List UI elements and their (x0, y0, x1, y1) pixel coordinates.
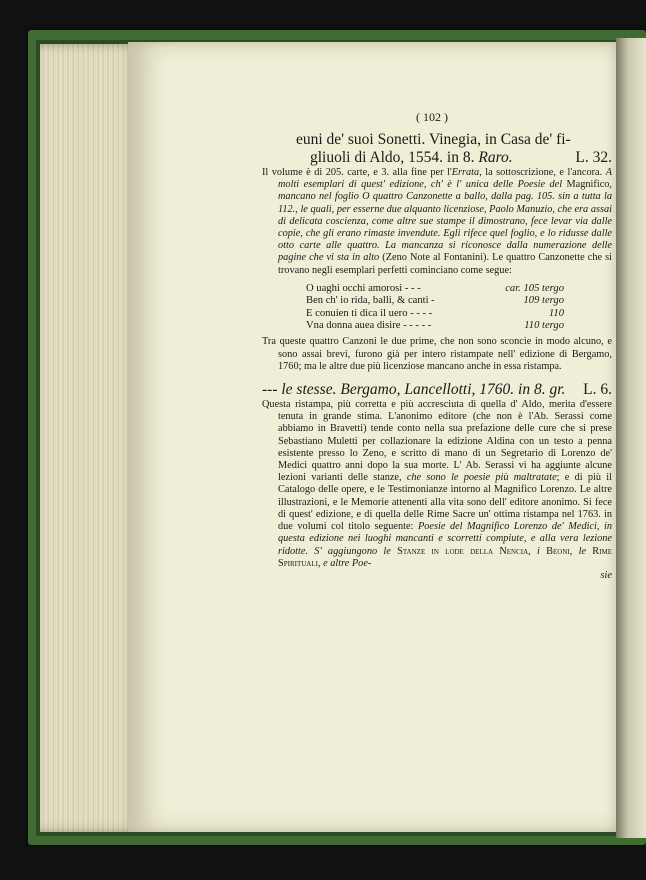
verse-first-line: Ben ch' io rida, balli, & canti - (306, 295, 435, 307)
verse-first-line: E conuien ti dica il uero - - - - (306, 307, 433, 319)
paragraph-1-run: A molti esemplari di quest' edizione, ch' è l' unica delle Poesie del (278, 167, 612, 191)
paragraph-3-run: Poesie del Magnifico Lorenzo de' Medici, in questa edizione nei luoghi mancanti e scorretti compiute, e alla vera lezione ridotte. S' aggiungono le (278, 521, 613, 557)
entry-heading (296, 131, 612, 167)
paragraph-1 (262, 167, 612, 277)
paragraph-3-run: le (578, 545, 587, 557)
paragraph-3-run: Rime Spirituali, (278, 545, 613, 569)
verse-reference: car. 105 tergo (505, 282, 564, 294)
paragraph-3-run: Questa ristampa, più corretta e più accresciuta di quella d' Aldo, merita d'essere tenuta in grande stima. L'anonimo editore (che non è l'Ab. Serassi come abbiamo in Bravetti) tende conto nella sua prefazione delle cure che si prese Sebastiano Muletti per collazionare la edizione Aldina con un testo a penna esistente presso lo Zeno, e scritto di mano di un Segretario di Lorenzo de' Medici quattro anni dopo la sua morte. L' Ab. Serassi vi ha aggiunte alcune lezioni varianti delle stanze, (262, 399, 612, 484)
paragraph-3-run: che sono le poesie più maltratate (406, 472, 557, 484)
entry-2-title: le stesse. Bergamo, Lancellotti, 1760. in 8. gr. (281, 381, 566, 399)
heading-line-2 (296, 149, 612, 167)
verse-row (306, 308, 564, 320)
paragraph-3-run: i (537, 545, 540, 557)
paragraph-1-run: Errata (451, 167, 480, 178)
paragraph-3-run: Stanze in lode della Nencia, (390, 545, 537, 557)
verse-list (306, 283, 612, 333)
paragraph-1-run: (Zeno Note al Fontanini). Le quattro Canzonette che si trovano negli esemplari perfetti cominciano come segue: (278, 252, 612, 276)
paragraph-1-run: Il volume è di 205. carte, e 3. alla fine per l' (262, 167, 452, 178)
verse-reference: 110 tergo (524, 320, 564, 332)
heading-imprint: gliuoli di Aldo, 1554. in 8. (310, 149, 475, 166)
page-text (262, 110, 612, 581)
entry-2-price: L. 6. (583, 381, 612, 399)
verse-row (306, 283, 564, 295)
catchword: sie (600, 569, 612, 581)
paragraph-3 (262, 399, 612, 570)
heading-rare: Raro. (478, 149, 513, 166)
verse-first-line: Vna donna auea disire - - - - - (306, 320, 432, 332)
heading-price: L. 32. (575, 149, 612, 166)
verse-reference: 110 (548, 307, 564, 319)
paragraph-3-run: e altre Poe- (323, 557, 372, 569)
heading-line-1: euni de' suoi Sonetti. Vinegia, in Casa de' fi- (296, 131, 571, 148)
paragraph-2: Tra queste quattro Canzoni le due prime, che non sono sconcie in modo alcuno, e sono assai brevi, furono già per intero ristampate nell' edizione di Bergamo, 1760; ma le altre due più licenziose mancano anche in essa ristampa. (262, 336, 612, 372)
paragraph-1-run: , la sottoscrizione, e l'ancora. (479, 167, 606, 178)
paragraph-1-run: Magnifico, (562, 179, 612, 191)
paragraph-1-run: mancano nel foglio O quattro Canzonette a ballo, dalla pag. 105. sin a tutta la 112., le quali, per esserne due alquanto licenziose, Paolo Manuzio, che era assai di delicata coscienza, come altre sue stampe il dimostrano, fece levar via dalle copie, che gli erano rimaste invendute. Egli rifece quel foglio, e lo ridusse dalle otto carte alle quattro. La mancanza si riconosce dalla numerazione delle pagine che vi sta in alto (278, 191, 612, 264)
verse-first-line: O uaghi occhi amorosi - - - (306, 282, 421, 294)
entry-2-dash: --- (262, 381, 278, 399)
paragraph-3-run: Beoni, (539, 545, 579, 557)
verse-row (306, 295, 564, 307)
page-number: ( 102 ) (416, 110, 448, 124)
paragraph-3-run: ; e di più il Catalogo delle opere, e le Testimonianze intorno al Magnifico Lorenzo. Le altre illustrazioni, e le Memorie attenenti alla vita sono dell' editore anonimo. Si fece di quest' edizione, e di quella delle Rime Sacre un' ottima ristampa nel 1763. in due volumi col titolo seguente: (278, 472, 612, 533)
entry-2-heading (262, 381, 612, 399)
page-edges (40, 44, 138, 832)
facing-page-gutter (616, 38, 646, 838)
verse-row (306, 320, 564, 332)
verse-reference: 109 tergo (523, 295, 564, 307)
